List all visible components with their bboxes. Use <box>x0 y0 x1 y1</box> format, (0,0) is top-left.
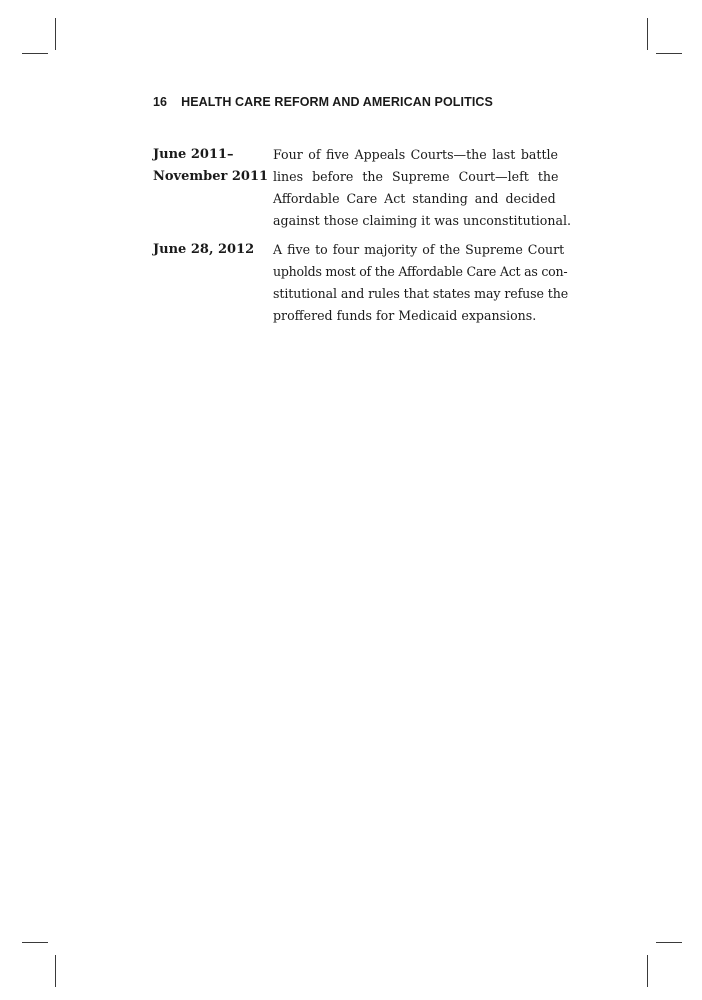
page-number: 16 <box>153 95 168 109</box>
crop-mark-bottom-left-vertical <box>55 955 56 987</box>
entry-text-line: upholds most of the Affordable Care Act as con- <box>273 264 568 279</box>
crop-mark-top-left-vertical <box>55 18 56 50</box>
chronology-entry <box>153 239 569 327</box>
crop-mark-top-left-horizontal <box>22 53 48 54</box>
entry-text-line: Four of five Appeals Courts—the last battle <box>273 147 558 162</box>
entry-date-line: November 2011 <box>153 169 269 184</box>
entry-date <box>153 239 263 261</box>
crop-mark-bottom-left-horizontal <box>22 942 48 943</box>
chronology-entry <box>153 144 572 232</box>
entry-date <box>153 144 269 188</box>
entry-text-line: stitutional and rules that states may refuse the <box>273 286 569 301</box>
entry-text-line: lines before the Supreme Court—left the <box>273 169 559 184</box>
crop-mark-bottom-right-horizontal <box>656 942 682 943</box>
entry-date-line: June 28, 2012 <box>153 242 255 257</box>
running-head <box>153 95 493 109</box>
crop-mark-top-right-vertical <box>647 18 648 50</box>
entry-date-line: June 2011– <box>153 147 234 162</box>
crop-mark-bottom-right-vertical <box>647 955 648 987</box>
crop-mark-top-right-horizontal <box>656 53 682 54</box>
entry-description <box>273 239 569 327</box>
entry-description <box>273 144 572 232</box>
entry-text-line: A five to four majority of the Supreme Court <box>273 242 565 257</box>
running-head-title: HEALTH CARE REFORM AND AMERICAN POLITICS <box>181 95 493 109</box>
entry-text-line: against those claiming it was unconstitutional. <box>273 213 572 228</box>
entry-text-line: Affordable Care Act standing and decided <box>273 191 556 206</box>
entry-text-line: proffered funds for Medicaid expansions. <box>273 308 537 323</box>
